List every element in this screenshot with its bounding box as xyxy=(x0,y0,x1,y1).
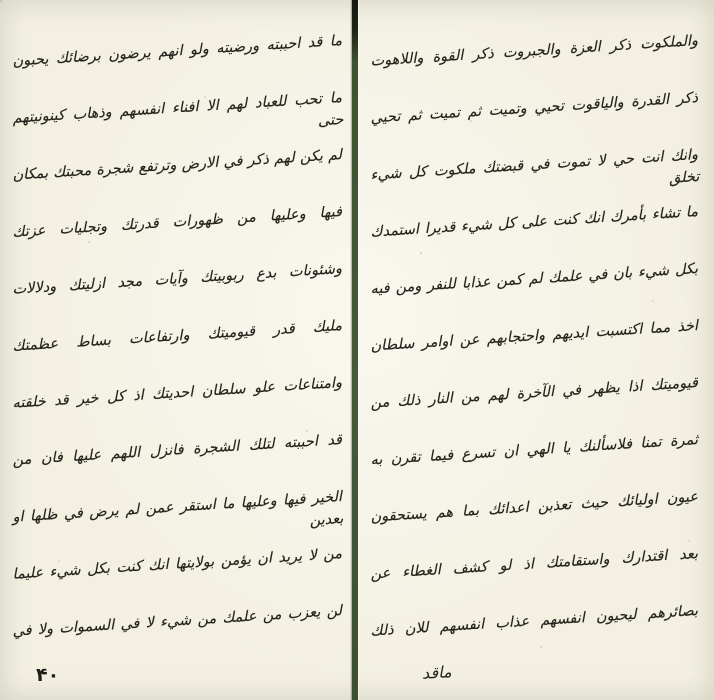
page-number: ۴۰ xyxy=(36,664,60,686)
manuscript-line: وانك انت حي لا تموت في قبضتك ملكوت كل شيء تخلق xyxy=(370,147,700,187)
manuscript-line: ذكر القدرة والياقوت تحيي وتميت ثم تميت ثم تحيي xyxy=(370,90,699,127)
manuscript-line: عيون اوليائك حيث تعذبن اعدائك بما هم يستحقون xyxy=(370,489,699,526)
manuscript-line: بعد اقتدارك واستقامتك اذ لو كشف الغطاء عن xyxy=(370,546,699,583)
manuscript-line: لم يكن لهم ذكر في الارض وترتفع شجرة محبتك بمكان xyxy=(12,147,343,184)
manuscript-line: ما قد احببته ورضيته ولو انهم يرضون برضائك يحبون xyxy=(12,33,343,70)
manuscript-line: والملكوت ذكر العزة والجبروت ذكر القوة واللاهوت xyxy=(370,33,699,70)
left-page xyxy=(0,0,352,700)
manuscript-line: بكل شيء بان في علمك لم كمن عذابا للنفر ومن فيه xyxy=(370,261,699,298)
manuscript-line: مليك قدر قيوميتك وارتفاعات بساط عظمتك xyxy=(12,318,343,355)
right-page-text xyxy=(370,14,698,700)
manuscript-line: من لا يريد ان يؤمن بولايتها انك كنت بكل شيء عليما xyxy=(12,546,343,583)
manuscript-line: لن يعزب من علمك من شيء لا في السموات ولا في xyxy=(12,603,343,640)
manuscript-line: وامتناعات علو سلطان احديتك اذ كل خير قد خلقته xyxy=(12,375,343,412)
manuscript-line: فيها وعليها من ظهورات قدرتك وتجليات عزتك xyxy=(12,204,343,241)
page-gutter-divider xyxy=(352,0,358,700)
catchword: ماقد xyxy=(421,662,452,683)
left-page-text xyxy=(12,14,342,700)
manuscript-line: قد احببته لتلك الشجرة فانزل اللهم عليها فان من xyxy=(12,432,343,469)
manuscript-line: الخير فيها وعليها ما استقر عمن لم يرض في ظلها او بعدين xyxy=(12,489,344,530)
manuscript-line: ثمرة تمنا فلاسألنك يا الهي ان تسرع فيما تقرن به xyxy=(370,432,699,469)
right-page xyxy=(360,0,714,700)
manuscript-line: بصائرهم ليحيون انفسهم عذاب انفسهم للان ذلك xyxy=(370,603,699,640)
manuscript-line: ما تشاء بأمرك انك كنت على كل شيء قديرا استمدك xyxy=(370,204,699,241)
manuscript-line: وشئونات بدع ربوبيتك وآيات مجد ازليتك ودلالات xyxy=(12,261,343,298)
manuscript-line: ما تحب للعباد لهم الا افناء انفسهم وذهاب كينونيتهم حتى xyxy=(12,90,344,130)
manuscript-line: اخذ مما اكتسبت ايديهم واحتجابهم عن اوامر سلطان xyxy=(370,318,699,355)
manuscript-line: قيوميتك اذا يظهر في الآخرة لهم من النار ذلك من xyxy=(370,375,699,412)
